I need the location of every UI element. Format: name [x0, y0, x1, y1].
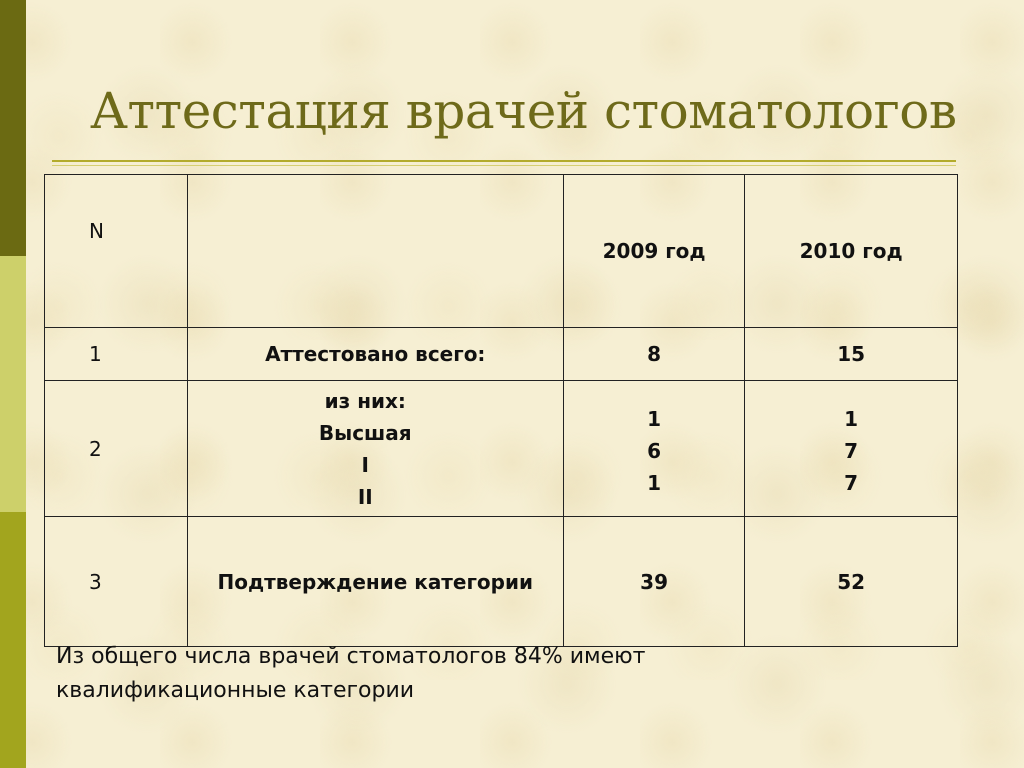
- header-2009: 2009 год: [563, 175, 744, 328]
- slide-title: Аттестация врачей стоматологов: [90, 82, 957, 140]
- header-n: N: [45, 175, 188, 328]
- label-line: II: [357, 484, 373, 509]
- label-line: Высшая: [318, 420, 412, 445]
- value-line: 1: [647, 470, 662, 495]
- row-label: Аттестовано всего:: [187, 328, 563, 381]
- value-2010: 52: [745, 517, 958, 647]
- title-divider: [52, 160, 956, 162]
- sidebar-segment-bottom: [0, 512, 26, 768]
- sidebar-segment-middle: [0, 256, 26, 512]
- value-2009: 8: [563, 328, 744, 381]
- header-2010: 2010 год: [745, 175, 958, 328]
- row-number: 2: [45, 381, 188, 517]
- label-line: из них:: [324, 388, 406, 413]
- label-line: I: [361, 452, 369, 477]
- value-line: 7: [844, 438, 859, 463]
- table-row: [45, 517, 958, 647]
- table-row: [45, 328, 958, 381]
- sidebar-segment-top: [0, 0, 26, 256]
- value-line: 6: [647, 438, 662, 463]
- footnote-text: Из общего числа врачей стоматологов 84% имеют квалификационные категории: [56, 644, 646, 703]
- row-number: 3: [45, 517, 188, 647]
- value-2010: 15: [745, 328, 958, 381]
- value-line: 1: [647, 406, 662, 431]
- value-line: 7: [844, 470, 859, 495]
- value-line: 1: [844, 406, 859, 431]
- title-divider-thin: [52, 165, 956, 166]
- value-2010-stack: [745, 381, 958, 517]
- table-row: [45, 381, 958, 517]
- value-2009: 39: [563, 517, 744, 647]
- sidebar-accent-bar: [0, 0, 26, 768]
- table-header-row: [45, 175, 958, 328]
- row-label: Подтверждение категории: [187, 517, 563, 647]
- attestation-table: [44, 174, 958, 647]
- header-label: [187, 175, 563, 328]
- row-number: 1: [45, 328, 188, 381]
- row-label-stack: [187, 381, 563, 517]
- value-2009-stack: [563, 381, 744, 517]
